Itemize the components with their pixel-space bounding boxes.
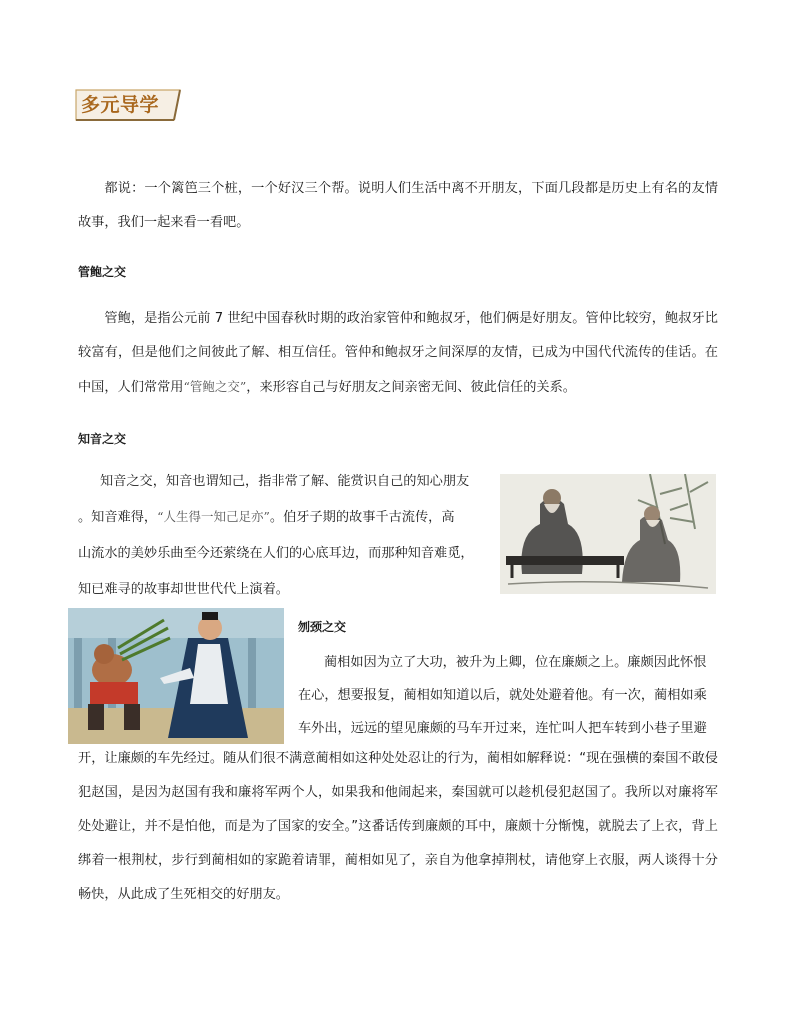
zhiyin-quote: “人生得一知己足亦”: [157, 509, 270, 524]
guanbao-text-after: ，来形容自己与好朋友之间亲密无间、彼此信任的关系。: [246, 380, 576, 395]
heading-wenjing: 刎颈之交: [298, 620, 347, 634]
zhiyin-line-2: [78, 506, 455, 525]
wenjing-line-3: 车外出，远远的望见廉颇的马车开过来，连忙叫人把车转到小巷子里避: [298, 721, 707, 736]
ink-painting-icon: [500, 474, 716, 594]
zhiyin-line-3: 山流水的美妙乐曲至今还萦绕在人们的心底耳边，而那种知音难觅，: [78, 546, 474, 561]
guanbao-quote: “管鲍之交”: [183, 379, 247, 394]
wenjing-line-2: 在心，想要报复，蔺相如知道以后，就处处避着他。有一次，蔺相如乘: [298, 688, 707, 703]
heading-zhiyin: 知音之交: [78, 432, 127, 446]
lianpo-illustration-icon: [68, 608, 284, 744]
guanbao-text-before: 管鲍，是指公元前 7 世纪中国春秋时期的政治家管仲和鲍叔牙，他们俩是好朋友。管仲比较穷，鲍叔牙比较富有，但是他们之间彼此了解、相互信任。管仲和鲍叔牙之间深厚的友情，已成为中国代代流传的佳话。在中国，人们常常用: [78, 311, 718, 395]
wenjing-paragraph-rest: 开，让廉颇的车先经过。随从们很不满意蔺相如这种处处忍让的行为，蔺相如解释说：“现在强横的秦国不敢侵犯赵国，是因为赵国有我和廉将军两个人，如果我和他闹起来，秦国就可以趁机侵犯赵国了。我所以对廉将军处处避让，并不是怕他，而是为了国家的安全。”这番话传到廉颇的耳中，廉颇十分惭愧，就脱去了上衣，背上绑着一根荆杖，步行到蔺相如的家跪着请罪，蔺相如见了，亲自为他拿掉荆杖，请他穿上衣服，两人谈得十分畅快，从此成了生死相交的好朋友。: [78, 751, 718, 902]
illustration-lianpo-linxiangru: [68, 608, 284, 744]
zhiyin-line-1: 知音之交，知音也谓知己，指非常了解、能赏识自己的知心朋友: [100, 474, 470, 489]
zhiyin-line2-after: 。伯牙子期的故事千古流传，高: [269, 510, 455, 525]
ink-painting-boya-ziqi: [500, 474, 716, 594]
badge-title: 多元导学: [81, 94, 160, 116]
paragraph-guanbao: [78, 302, 718, 405]
zhiyin-line-4: 知已难寻的故事却世世代代上演着。: [78, 582, 289, 597]
zhiyin-line2-before: 。知音难得，: [78, 510, 158, 525]
wenjing-line-1: 蔺相如因为立了大功，被升为上卿，位在廉颇之上。廉颇因此怀恨: [324, 655, 707, 670]
section-badge: [74, 88, 182, 122]
intro-paragraph: 都说：一个篱笆三个桩，一个好汉三个帮。说明人们生活中离不开朋友，下面几段都是历史上有名的友情故事，我们一起来看一看吧。: [78, 181, 718, 230]
heading-guanbao: 管鲍之交: [78, 265, 127, 279]
